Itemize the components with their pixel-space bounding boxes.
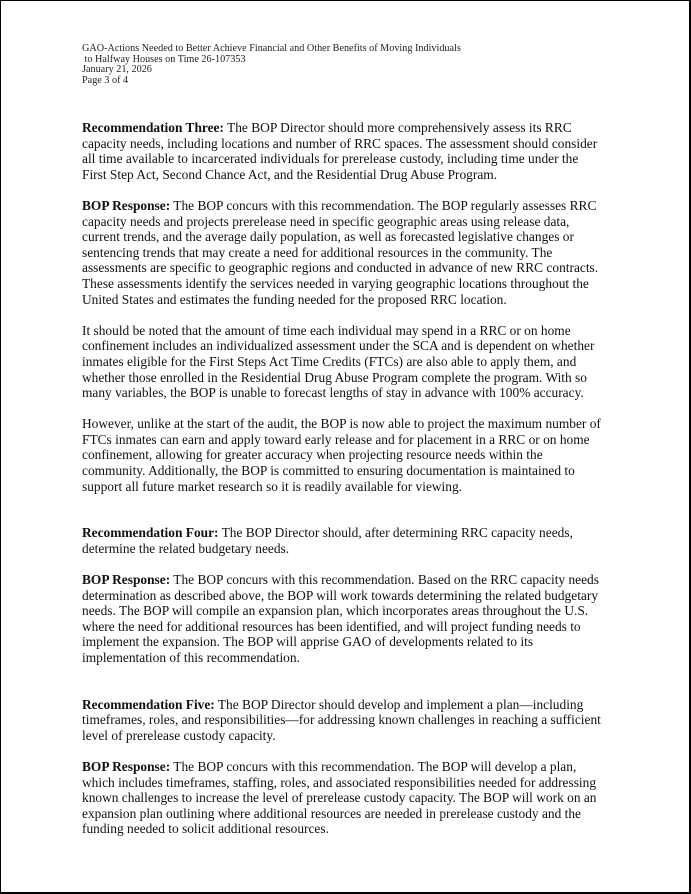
recommendation-five-label: Recommendation Five: bbox=[82, 696, 215, 712]
bop-response-five: BOP Response: The BOP concurs with this recommendation. The BOP will develop a plan, which includes timeframes, staffing, roles, and associated responsibilities needed for addressing known challenges to increase the level of prerelease custody capacity. The BOP will work on an expansion plan outlining where additional resources are needed in prerelease custody and the funding needed to solicit additional resources. bbox=[82, 758, 597, 837]
bop-response-label: BOP Response: bbox=[82, 197, 171, 213]
bop-response-label: BOP Response: bbox=[82, 758, 171, 774]
bop-response-three: BOP Response: The BOP concurs with this recommendation. The BOP regularly assesses RRC capacity needs and projects prerelease need in specific geographic areas using release data, current trends, and the average daily population, as well as forecasted legislative changes or sentencing trends that may create a need for additional resources in the community. The assessments are specific to geographic regions and conducted in advance of new RRC contracts. These assessments identify the services needed in varying geographic locations throughout the United States and estimates the funding needed for the proposed RRC location. bbox=[82, 197, 599, 307]
however-paragraph: However, unlike at the start of the audit, the BOP is now able to project the maximum number of FTCs inmates can earn and apply toward early release and for placement in a RRC or on home confinement, allowing for greater accuracy when projecting resource needs within the community. Additionally, the BOP is committed to ensuring documentation is maintained to support all future market research so it is readily available for viewing. bbox=[82, 416, 601, 494]
recommendation-four: Recommendation Four: The BOP Director should, after determining RRC capacity needs, determine the related budgetary needs. bbox=[82, 525, 573, 556]
page-body bbox=[82, 120, 622, 837]
note-paragraph: It should be noted that the amount of time each individual may spend in a RRC or on home confinement includes an individualized assessment under the SCA and is dependent on whether inmates eligible for the First Steps Act Time Credits (FTCs) are also able to apply them, and whether those enrolled in the Residential Drug Abuse Program complete the program. With so many variables, the BOP is unable to forecast lengths of stay in advance with 100% accuracy. bbox=[82, 322, 595, 401]
page-header bbox=[82, 44, 461, 86]
recommendation-four-label: Recommendation Four: bbox=[82, 525, 219, 541]
header-title-line-1: GAO-Actions Needed to Better Achieve Financial and Other Benefits of Moving Individuals bbox=[82, 43, 461, 54]
header-page-number: Page 3 of 4 bbox=[82, 74, 129, 86]
recommendation-three-label: Recommendation Three: bbox=[82, 120, 224, 135]
header-date: January 21, 2026 bbox=[82, 64, 152, 76]
header-title-line-2: to Halfway Houses on Time 26-107353 bbox=[82, 53, 246, 65]
bop-response-four: BOP Response: The BOP concurs with this recommendation. Based on the RRC capacity needs determination as described above, the BOP will work towards determining the related budgetary needs. The BOP will compile an expansion plan, which incorporates areas throughout the U.S. where the need for additional resources has been identified, and will project funding needs to implement the expansion. The BOP will apprise GAO of developments related to its implementation of this recommendation. bbox=[82, 572, 599, 665]
recommendation-three: Recommendation Three: The BOP Director should more comprehensively assess its RRC capacity needs, including locations and number of RRC spaces. The assessment should consider all time available to incarcerated individuals for prerelease custody, including time under the First Step Act, Second Chance Act, and the Residential Drug Abuse Program. bbox=[82, 120, 598, 182]
recommendation-five: Recommendation Five: The BOP Director should develop and implement a plan—including timeframes, roles, and responsibilities—for addressing known challenges in reaching a sufficient level of prerelease custody capacity. bbox=[82, 696, 601, 743]
bop-response-label: BOP Response: bbox=[82, 572, 171, 588]
